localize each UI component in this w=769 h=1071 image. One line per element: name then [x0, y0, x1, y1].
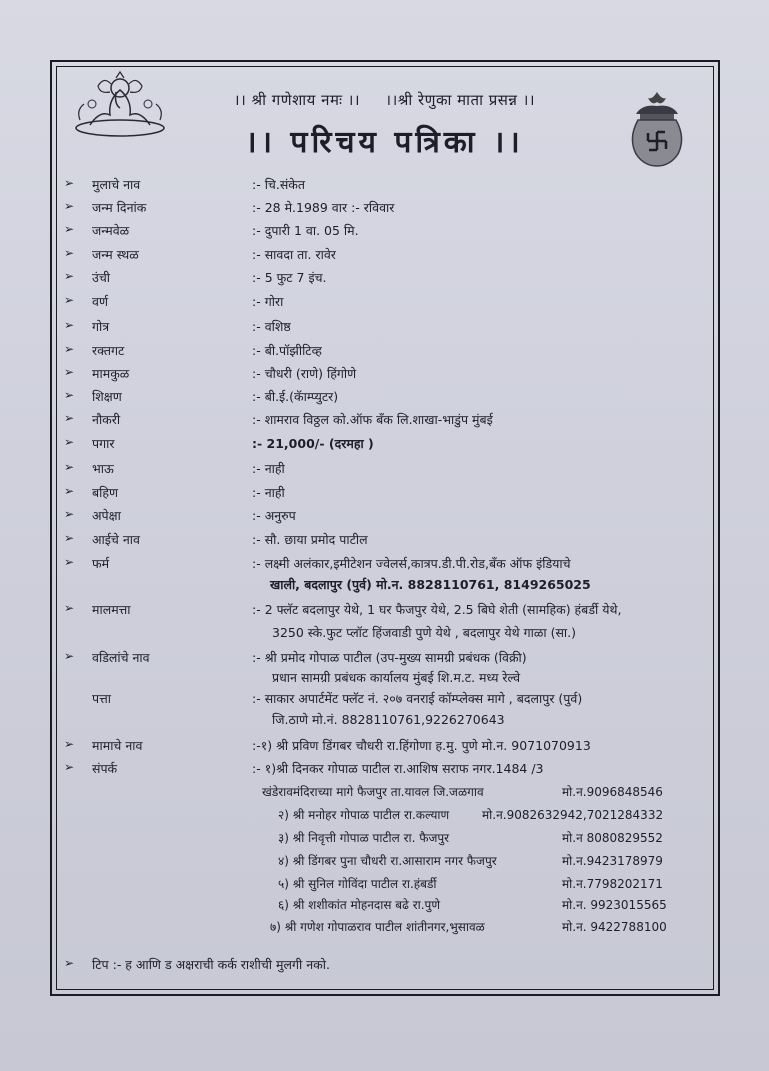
- field-value: :- 21,000/- (दरमहा ): [252, 436, 374, 451]
- contact-name: ५) श्री सुनिल गोविंदा पाटील रा.हंबर्डी: [278, 877, 437, 891]
- field-value: :- सावदा ता. रावेर: [252, 247, 336, 262]
- page-title: ।। परिचय पत्रिका ।।: [245, 125, 524, 160]
- firm-line1: :- लक्ष्मी अलंकार,इमीटेशन ज्वेलर्स,कात्रप.डी.पी.रोड,बँक ऑफ इंडियाचे: [252, 556, 571, 571]
- blessing-ganesh: ।। श्री गणेशाय नमः ।।: [233, 91, 361, 109]
- field-label: गोत्र: [92, 319, 110, 334]
- contact-mobile: मो.न.9082632942,7021284332: [482, 808, 664, 822]
- contact-mobile: मो.न.9096848546: [562, 785, 663, 799]
- arrow-bullet-icon: ➢: [64, 649, 75, 663]
- contact-name: ७) श्री गणेश गोपाळराव पाटील शांतीनगर,भुसावळ: [270, 920, 485, 934]
- field-label: बहिण: [92, 485, 119, 500]
- field-label: मुलाचे नाव: [92, 177, 141, 192]
- father-line2: प्रधान सामग्री प्रबंधक कार्यालय मुंबई शि.म.ट. मध्य रेल्वे: [272, 670, 521, 685]
- maternal-uncle-label: मामाचे नाव: [92, 738, 143, 753]
- field-value: :- 5 फुट 7 इंच.: [252, 270, 327, 285]
- arrow-bullet-icon: ➢: [64, 760, 75, 774]
- field-value: :- वशिष्ठ: [252, 319, 291, 334]
- contact-name: २) श्री मनोहर गोपाळ पाटील रा.कल्याण: [278, 808, 450, 822]
- field-label: भाऊ: [92, 461, 114, 476]
- contact-name: ६) श्री शशीकांत मोहनदास बढे रा.पुणे: [278, 898, 441, 912]
- arrow-bullet-icon: ➢: [64, 199, 75, 213]
- contact-mobile: मो.न. 9923015565: [562, 898, 667, 912]
- field-value: :- बी.पॉझीटिव्ह: [252, 343, 322, 358]
- arrow-bullet-icon: ➢: [64, 737, 75, 751]
- address-line1: :- साकार अपार्टमेंट फ्लॅट नं. २०७ वनराई कॉम्प्लेक्स मागे , बदलापुर (पुर्व): [252, 691, 583, 706]
- father-label: वडिलांचे नाव: [92, 650, 150, 665]
- field-value: :- शामराव विठ्ठल को.ऑफ बँक लि.शाखा-भाडुंप मुंबई: [252, 412, 493, 427]
- contact-name: खंडेरावमंदिराच्या मागे फैजपुर ता.यावल जि.जळगाव: [262, 785, 484, 799]
- contact-mobile: मो.न.7798202171: [562, 877, 663, 891]
- field-value: :- चि.संकेत: [252, 177, 306, 192]
- blessing-renuka: ।।श्री रेणुका माता प्रसन्न ।।: [385, 91, 536, 109]
- field-label: वर्ण: [92, 294, 108, 309]
- property-line2: 3250 स्के.फुट प्लॉट हिंजवाडी पुणे येथे , बदलापुर येथे गाळा (सा.): [272, 625, 576, 640]
- arrow-bullet-icon: ➢: [64, 411, 75, 425]
- arrow-bullet-icon: ➢: [64, 293, 75, 307]
- field-label: आईचे नाव: [92, 532, 140, 547]
- maternal-uncle-value: :-१) श्री प्रविण डिंगबर चौधरी रा.हिंगोणा ह.मु. पुणे मो.न. 9071070913: [252, 738, 591, 753]
- arrow-bullet-icon: ➢: [64, 318, 75, 332]
- field-value: :- दुपारी 1 वा. 05 मि.: [252, 223, 359, 238]
- header-blessing: [0, 90, 769, 110]
- arrow-bullet-icon: ➢: [64, 601, 75, 615]
- field-label: पगार: [92, 436, 115, 451]
- arrow-bullet-icon: ➢: [64, 460, 75, 474]
- field-label: अपेक्षा: [92, 508, 121, 523]
- contact-mobile: मो.न 8080829552: [562, 831, 663, 845]
- contact-name: ४) श्री डिंगबर पुना चौधरी रा.आसाराम नगर फैजपुर: [278, 854, 497, 868]
- arrow-bullet-icon: ➢: [64, 222, 75, 236]
- field-label: रक्तगट: [92, 343, 125, 358]
- field-label: नौकरी: [92, 412, 121, 427]
- field-label: शिक्षण: [92, 389, 122, 404]
- property-label: मालमत्ता: [92, 602, 131, 617]
- arrow-bullet-icon: ➢: [64, 507, 75, 521]
- contact-label: संपर्क: [92, 761, 118, 776]
- field-value: :- बी.ई.(कॅाम्प्युटर): [252, 389, 339, 404]
- arrow-bullet-icon: ➢: [64, 365, 75, 379]
- address-line2: जि.ठाणे मो.नं. 8828110761,9226270643: [272, 712, 505, 727]
- field-value: :- गोरा: [252, 294, 284, 309]
- field-value: :- अनुरुप: [252, 508, 296, 523]
- arrow-bullet-icon: ➢: [64, 956, 75, 970]
- contact-name: ३) श्री निवृत्ती गोपाळ पाटील रा. फैजपुर: [278, 831, 450, 845]
- contact-mobile: मो.न. 9422788100: [562, 920, 667, 934]
- contact-mobile: मो.न.9423178979: [562, 854, 663, 868]
- address-label: पत्ता: [92, 691, 111, 706]
- field-label: जन्म स्थळ: [92, 247, 139, 262]
- father-line1: :- श्री प्रमोद गोपाळ पाटील (उप-मुख्य सामग्री प्रबंधक (विक्री): [252, 650, 527, 665]
- contact-line1: :- १)श्री दिनकर गोपाळ पाटील रा.आशिष सराफ नगर.1484 /3: [252, 761, 544, 776]
- note-text: टिप :- ह आणि ड अक्षराची कर्क राशीची मुलगी नको.: [92, 957, 330, 972]
- arrow-bullet-icon: ➢: [64, 555, 75, 569]
- arrow-bullet-icon: ➢: [64, 484, 75, 498]
- firm-line2: खाली, बदलापुर (पुर्व) मो.न. 8828110761, 8149265025: [270, 577, 591, 592]
- field-label: जन्मवेळ: [92, 223, 130, 238]
- arrow-bullet-icon: ➢: [64, 342, 75, 356]
- arrow-bullet-icon: ➢: [64, 269, 75, 283]
- arrow-bullet-icon: ➢: [64, 388, 75, 402]
- field-value: :- सौ. छाया प्रमोद पाटील: [252, 532, 368, 547]
- firm-label: फर्म: [92, 556, 110, 571]
- field-value: :- नाही: [252, 485, 285, 500]
- field-value: :- चौधरी (राणे) हिंगोणे: [252, 366, 357, 381]
- field-value: :- नाही: [252, 461, 285, 476]
- field-label: जन्म दिनांक: [92, 200, 147, 215]
- property-line1: :- 2 फ्लॅट बदलापुर येथे, 1 घर फैजपुर येथे, 2.5 बिघे शेती (सामहिक) हंबर्डी येथे,: [252, 602, 622, 617]
- arrow-bullet-icon: ➢: [64, 531, 75, 545]
- arrow-bullet-icon: ➢: [64, 246, 75, 260]
- field-label: उंची: [92, 270, 111, 285]
- field-label: मामकुळ: [92, 366, 130, 381]
- field-value: :- 28 मे.1989 वार :- रविवार: [252, 200, 395, 215]
- arrow-bullet-icon: ➢: [64, 176, 75, 190]
- arrow-bullet-icon: ➢: [64, 435, 75, 449]
